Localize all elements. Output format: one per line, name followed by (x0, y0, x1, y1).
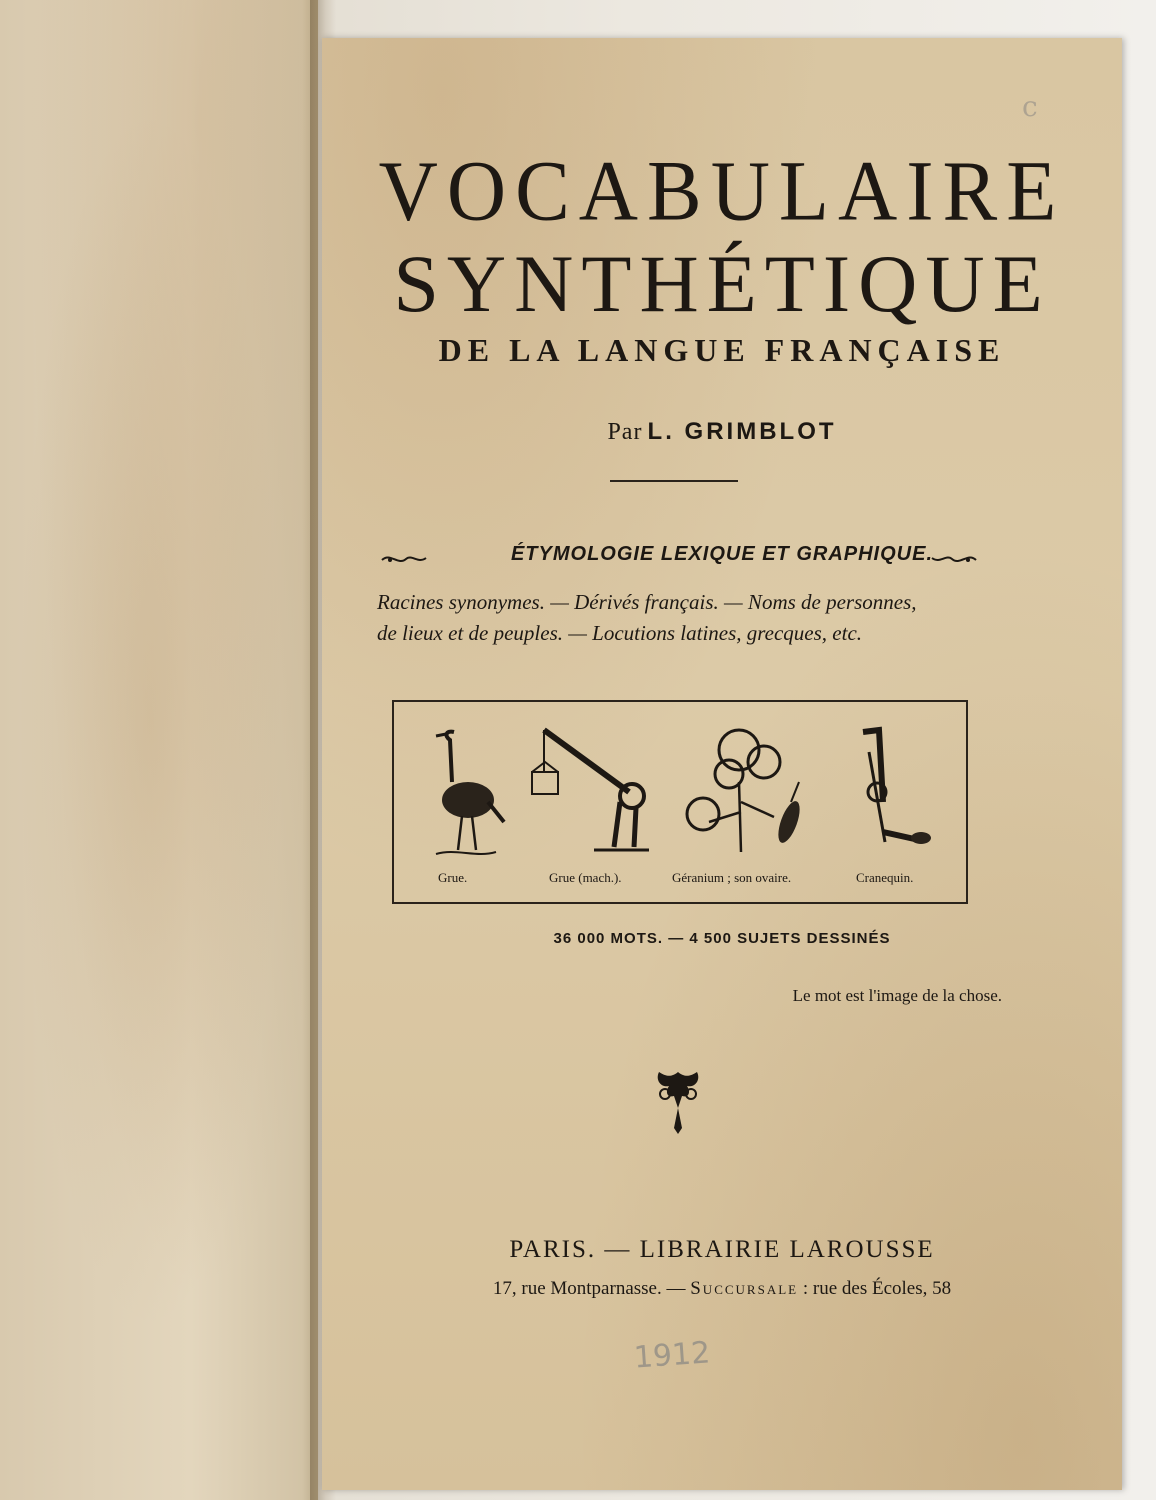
caption-cranequin: Cranequin. (856, 870, 914, 885)
cranequin-illustration (849, 722, 939, 862)
right-flourish-icon (930, 550, 978, 568)
geranium-illustration (679, 722, 819, 862)
pencil-corner-mark: c (1022, 90, 1038, 123)
publisher-address: 17, rue Montparnasse. — (492, 1278, 686, 1299)
author-name: L. GRIMBLOT (647, 418, 837, 445)
illustration-panel (392, 700, 968, 904)
title-line-2: SYNTHÉTIQUE (393, 238, 1051, 329)
motto: Le mot est l'image de la chose. (792, 986, 1002, 1005)
caption-geranium: Géranium ; son ovaire. (672, 870, 792, 885)
title-line-3: DE LA LANGUE FRANÇAISE (438, 332, 1006, 368)
statistics-line: 36 000 MOTS. — 4 500 SUJETS DESSINÉS (553, 930, 891, 947)
left-page (0, 0, 318, 1500)
author-line (322, 418, 1122, 446)
crane-machine-illustration (524, 722, 654, 862)
publisher-line-1: PARIS. — LIBRAIRIE LAROUSSE (509, 1236, 935, 1263)
publisher-branch-address: : rue des Écoles, 58 (802, 1278, 952, 1299)
title-page (322, 38, 1122, 1490)
fleuron-ornament-icon (647, 1068, 709, 1136)
crane-bird-illustration (416, 722, 506, 862)
author-prefix: Par (607, 419, 643, 445)
caption-crane-bird: Grue. (438, 870, 468, 885)
publisher-line-2 (322, 1278, 1122, 1300)
subtitle: ÉTYMOLOGIE LEXIQUE ET GRAPHIQUE. (510, 543, 934, 565)
handwritten-year: 1912 (632, 1335, 712, 1376)
caption-crane-machine: Grue (mach.). (549, 870, 622, 885)
publisher-branch-label: Succursale (690, 1278, 799, 1299)
description-line-1: Racines synonymes. — Dérivés français. — Noms de personnes, (377, 590, 917, 614)
title-line-1: VOCABULAIRE (378, 142, 1066, 239)
divider-rule (610, 480, 738, 482)
description-line-2: de lieux et de peuples. — Locutions latines, grecques, etc. (377, 621, 863, 645)
